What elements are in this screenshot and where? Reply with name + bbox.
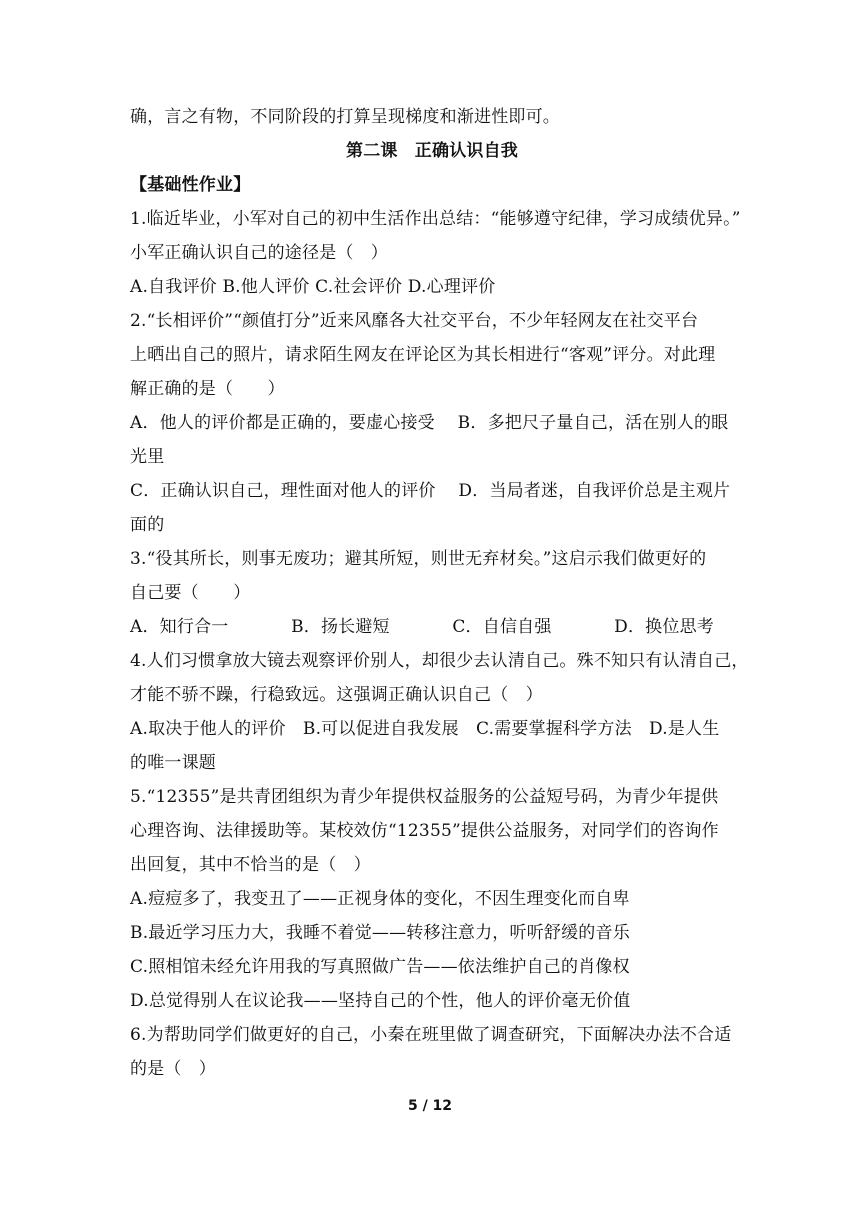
question-option-line: A.取决于他人的评价 B.可以促进自我发展 C.需要掌握科学方法 D.是人生 [130, 719, 720, 739]
option-c: C．自信自强 [452, 617, 552, 637]
question-option-line: C.照相馆未经允许用我的写真照做广告——依法维护自己的肖像权 [130, 957, 630, 977]
option-d: D．换位思考 [614, 617, 714, 637]
question-line: 上晒出自己的照片，请求陌生网友在评论区为其长相进行“客观”评分。对此理 [130, 345, 716, 365]
question-line: 1.临近毕业，小军对自己的初中生活作出总结：“能够遵守纪律，学习成绩优异。” [130, 209, 741, 229]
section-header: 【基础性作业】 [130, 175, 251, 195]
question-option-line: A.痘痘多了，我变丑了——正视身体的变化，不因生理变化而自卑 [130, 889, 630, 909]
question-line: 3.“役其所长，则事无废功；避其所短，则世无弃材矣。”这启示我们做更好的 [130, 549, 707, 569]
question-line: 自己要（ ） [130, 583, 251, 603]
lesson-title: 第二课 正确认识自我 [346, 141, 518, 161]
question-options [130, 610, 734, 644]
question-line: 出回复，其中不恰当的是（ ） [130, 855, 371, 875]
question-line: 小军正确认识自己的途径是（ ） [130, 243, 388, 263]
question-2 [130, 304, 734, 542]
question-line: 解正确的是（ ） [130, 379, 285, 399]
question-line: 5.“12355”是共青团组织为青少年提供权益服务的公益短号码，为青少年提供 [130, 787, 719, 807]
question-1 [130, 202, 741, 304]
question-option-line: 光里 [130, 447, 165, 467]
page-number: 5 / 12 [407, 1098, 453, 1114]
question-line: 2.“长相评价”“颜值打分”近来风靡各大社交平台，不少年轻网友在社交平台 [130, 311, 699, 331]
question-line: 4.人们习惯拿放大镜去观察评价别人，却很少去认清自己。殊不知只有认清自己， [130, 651, 749, 671]
page-content [130, 100, 749, 1086]
option-b: B．扬长避短 [291, 617, 390, 637]
question-option-line: A．他人的评价都是正确的，要虚心接受 B．多把尺子量自己，活在别人的眼 [130, 413, 729, 433]
question-line: 6.为帮助同学们做更好的自己，小秦在班里做了调查研究，下面解决办法不合适 [130, 1025, 732, 1045]
question-line: 才能不骄不躁，行稳致远。这强调正确认识自己（ ） [130, 685, 543, 705]
question-option-line: 面的 [130, 515, 165, 535]
question-option-line: C．正确认识自己，理性面对他人的评价 D．当局者迷，自我评价总是主观片 [130, 481, 731, 501]
question-option-line: 的唯一课题 [130, 753, 216, 773]
question-4 [130, 644, 749, 780]
question-6 [130, 1018, 734, 1086]
question-3 [130, 542, 734, 644]
question-option-line: D.总觉得别人在议论我——坚持自己的个性，他人的评价毫无价值 [130, 991, 631, 1011]
question-line: 心理咨询、法律援助等。某校效仿“12355”提供公益服务，对同学们的咨询作 [130, 821, 719, 841]
question-option-line: B.最近学习压力大，我睡不着觉——转移注意力，听听舒缓的音乐 [130, 923, 630, 943]
continued-text-line: 确，言之有物，不同阶段的打算呈现梯度和渐进性即可。 [130, 107, 560, 127]
question-options: A.自我评价 B.他人评价 C.社会评价 D.心理评价 [130, 277, 496, 297]
question-5 [130, 780, 734, 1018]
option-a: A．知行合一 [130, 617, 229, 637]
question-line: 的是（ ） [130, 1059, 216, 1079]
